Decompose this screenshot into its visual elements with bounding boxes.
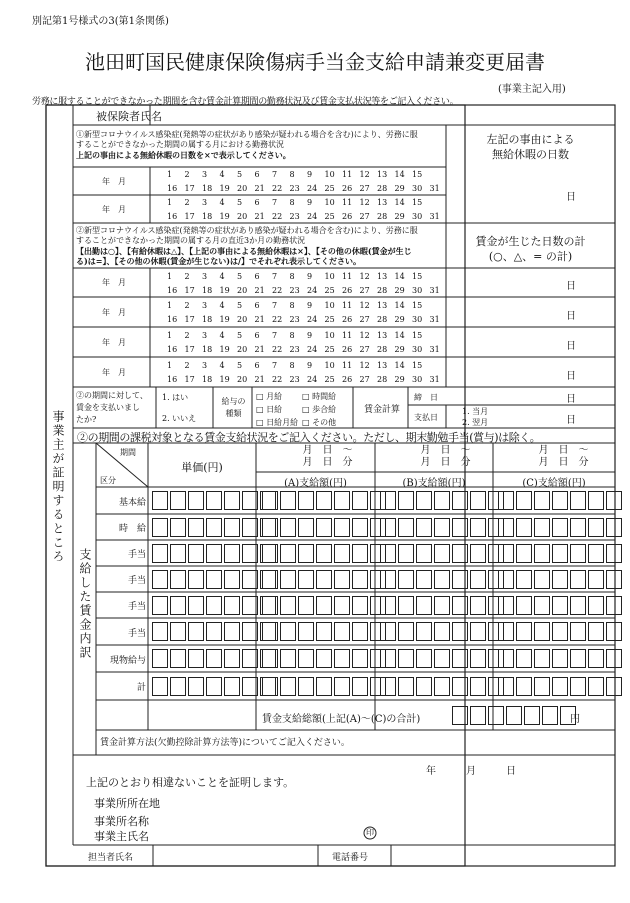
calendar-day[interactable]: 12	[359, 331, 370, 340]
calendar-day[interactable]: 11	[342, 301, 353, 310]
pay-day-label: 支払日	[414, 413, 438, 422]
amount-boxes[interactable]	[152, 544, 276, 563]
section1-text: ①新型コロナウイルス感染症(発熱等の症状があり感染が疑われる場合を含む)により、労務に服 することができなかった期間の属する月における勤務状況 上記の事由による無給休暇の日数を×で表示してください。	[76, 130, 418, 160]
calendar-day[interactable]: 29	[394, 375, 405, 384]
amount-boxes[interactable]	[380, 491, 504, 510]
calendar-day[interactable]: 1	[167, 272, 173, 281]
calendar-day[interactable]: 19	[219, 345, 230, 354]
wage-row-label: 計	[136, 683, 146, 693]
calendar-day[interactable]: 14	[394, 361, 405, 370]
calendar-day[interactable]: 3	[202, 301, 208, 310]
calendar-day[interactable]: 26	[342, 184, 353, 193]
calendar-day[interactable]: 16	[167, 375, 178, 384]
calendar-day[interactable]: 25	[324, 286, 335, 295]
calendar-day[interactable]: 4	[219, 198, 225, 207]
amount-boxes[interactable]	[262, 518, 386, 537]
calendar-day[interactable]: 24	[307, 286, 318, 295]
wage-row-label: 基本給	[118, 497, 146, 508]
calendar-day[interactable]: 1	[167, 361, 173, 370]
calendar-day[interactable]: 12	[359, 198, 370, 207]
calendar-day[interactable]: 4	[219, 331, 225, 340]
calendar-day[interactable]: 7	[272, 170, 278, 179]
calendar-day[interactable]: 13	[377, 198, 388, 207]
period-label: 期間	[120, 448, 136, 457]
calendar-day[interactable]: 24	[307, 345, 318, 354]
wage-breakdown-label: 支給した賃金内訳	[78, 548, 92, 660]
calendar-day[interactable]: 9	[307, 301, 313, 310]
calendar-day[interactable]: 20	[237, 315, 248, 324]
year-month-label: 年 月	[102, 338, 126, 347]
amount-boxes[interactable]	[498, 491, 622, 510]
calendar-day[interactable]: 13	[377, 272, 388, 281]
calendar-day[interactable]: 27	[359, 315, 370, 324]
calendar-day[interactable]: 19	[219, 315, 230, 324]
amount-boxes[interactable]	[262, 622, 386, 641]
calendar-day[interactable]: 14	[394, 301, 405, 310]
amount-boxes[interactable]	[152, 570, 276, 589]
calendar-day[interactable]: 23	[289, 375, 300, 384]
calendar-day[interactable]: 9	[307, 361, 313, 370]
calendar-day[interactable]: 6	[254, 331, 260, 340]
calendar-day[interactable]: 25	[324, 315, 335, 324]
section1-right-title: 左記の事由による 無給休暇の日数	[486, 133, 575, 161]
pay-type-label: 給与の 種類	[221, 397, 246, 418]
calendar-day[interactable]: 10	[324, 170, 335, 179]
cert-statement: 上記のとおり相違ないことを証明します。	[86, 776, 295, 789]
calendar-day[interactable]: 15	[412, 198, 423, 207]
calendar-day[interactable]: 17	[184, 212, 195, 221]
amount-boxes[interactable]	[380, 677, 504, 696]
calendar-day[interactable]: 26	[342, 286, 353, 295]
calendar-day[interactable]: 29	[394, 212, 405, 221]
calendar-day[interactable]: 23	[289, 315, 300, 324]
calendar-day[interactable]: 28	[377, 212, 388, 221]
calendar-day[interactable]: 20	[237, 286, 248, 295]
calendar-day[interactable]: 9	[307, 272, 313, 281]
amount-boxes[interactable]	[262, 677, 386, 696]
calendar-day[interactable]: 5	[237, 331, 243, 340]
calendar-day[interactable]: 11	[342, 361, 353, 370]
paid-question: ②の期間に対して、 賃金を支払いまし たか?	[76, 391, 148, 424]
total-yen: 円	[570, 714, 580, 725]
calendar-day[interactable]: 25	[324, 375, 335, 384]
calendar-day[interactable]: 9	[307, 198, 313, 207]
seal-mark: 印	[366, 828, 374, 837]
calendar-day[interactable]: 26	[342, 375, 353, 384]
form-reference: 別記第1号様式の3(第1条関係)	[32, 16, 169, 27]
amount-boxes[interactable]	[380, 649, 504, 668]
calendar-day[interactable]: 13	[377, 361, 388, 370]
calendar-day[interactable]: 14	[394, 272, 405, 281]
day-unit: 日	[566, 281, 576, 292]
calendar-day[interactable]: 24	[307, 184, 318, 193]
office-address-label: 事業所所在地	[94, 797, 160, 810]
amount-boxes[interactable]	[380, 570, 504, 589]
amount-boxes[interactable]	[262, 649, 386, 668]
calendar-day[interactable]: 7	[272, 301, 278, 310]
calendar-day[interactable]: 30	[412, 375, 423, 384]
calendar-day[interactable]: 30	[412, 315, 423, 324]
day-unit: 日	[566, 415, 576, 426]
calendar-day[interactable]: 18	[202, 212, 213, 221]
calendar-day[interactable]: 19	[219, 184, 230, 193]
calendar-day[interactable]: 30	[412, 345, 423, 354]
calendar-day[interactable]: 20	[237, 184, 248, 193]
calendar-day[interactable]: 23	[289, 212, 300, 221]
calendar-day[interactable]: 22	[272, 375, 283, 384]
calendar-day[interactable]: 2	[184, 361, 190, 370]
calendar-day[interactable]: 18	[202, 345, 213, 354]
calendar-day[interactable]: 17	[184, 184, 195, 193]
amount-boxes[interactable]	[498, 622, 622, 641]
calendar-day[interactable]: 7	[272, 361, 278, 370]
calendar-day[interactable]: 11	[342, 198, 353, 207]
calendar-day[interactable]: 17	[184, 375, 195, 384]
calendar-day[interactable]: 4	[219, 361, 225, 370]
calendar-day[interactable]: 22	[272, 286, 283, 295]
year-month-label: 年 月	[102, 205, 126, 214]
calendar-day[interactable]: 28	[377, 375, 388, 384]
calendar-day[interactable]: 24	[307, 212, 318, 221]
calendar-day[interactable]: 7	[272, 198, 278, 207]
calendar-day[interactable]: 2	[184, 331, 190, 340]
calendar-day[interactable]: 15	[412, 170, 423, 179]
pay-type-checkbox[interactable]: □ 月給	[256, 392, 283, 401]
unit-price-label: 単価(円)	[181, 461, 223, 474]
period-a: 月 日 ～ 月 日 分	[302, 445, 353, 468]
calendar-day[interactable]: 21	[254, 212, 265, 221]
calendar-day[interactable]: 28	[377, 315, 388, 324]
side-label: 事業主が証明するところ	[51, 410, 65, 564]
calendar-day[interactable]: 28	[377, 286, 388, 295]
cert-date[interactable]: 年 月 日	[426, 766, 516, 777]
amount-boxes[interactable]	[498, 677, 622, 696]
total-amount-boxes[interactable]	[452, 706, 576, 725]
calendar-day[interactable]: 5	[237, 361, 243, 370]
calendar-day[interactable]: 5	[237, 272, 243, 281]
wage-row-label: 時 給	[118, 524, 146, 534]
contact-name-label: 担当者氏名	[88, 853, 134, 863]
calendar-day[interactable]: 10	[324, 198, 335, 207]
form-title: 池田町国民健康保険傷病手当金支給申請兼変更届書	[85, 50, 545, 74]
calendar-day[interactable]: 1	[167, 198, 173, 207]
calendar-day[interactable]: 9	[307, 170, 313, 179]
calendar-day[interactable]: 26	[342, 315, 353, 324]
calendar-day[interactable]: 14	[394, 170, 405, 179]
calendar-day[interactable]: 2	[184, 301, 190, 310]
amount-boxes[interactable]	[498, 570, 622, 589]
calendar-day[interactable]: 8	[289, 272, 295, 281]
calendar-day[interactable]: 10	[324, 301, 335, 310]
calendar-day[interactable]: 2	[184, 272, 190, 281]
office-name-label: 事業所名称	[94, 815, 149, 828]
calendar-day[interactable]: 4	[219, 170, 225, 179]
calendar-day[interactable]: 1	[167, 170, 173, 179]
calendar-day[interactable]: 31	[429, 184, 440, 193]
section2-right-title: 賃金が生じた日数の計 (○、△、= の計)	[475, 235, 586, 263]
calendar-day[interactable]: 26	[342, 212, 353, 221]
instruction-text: 労務に服することができなかった期間を含む賃金計算期間の勤務状況及び賃金支払状況等をご記入ください。	[32, 97, 459, 107]
calendar-day[interactable]: 2	[184, 170, 190, 179]
calendar-day[interactable]: 10	[324, 361, 335, 370]
year-month-label: 年 月	[102, 177, 126, 186]
calendar-day[interactable]: 15	[412, 331, 423, 340]
calendar-day[interactable]: 13	[377, 170, 388, 179]
calendar-day[interactable]: 6	[254, 272, 260, 281]
calendar-day[interactable]: 20	[237, 375, 248, 384]
calendar-day[interactable]: 27	[359, 184, 370, 193]
pay-next-month-option[interactable]: 2. 翌月	[462, 418, 489, 427]
calendar-day[interactable]: 19	[219, 375, 230, 384]
pay-type-checkbox[interactable]: □ 時間給	[302, 392, 337, 401]
calendar-day[interactable]: 6	[254, 361, 260, 370]
day-unit: 日	[566, 371, 576, 382]
calendar-day[interactable]: 10	[324, 272, 335, 281]
amount-boxes[interactable]	[152, 596, 276, 615]
calc-method-label: 賃金計算方法(欠勤控除計算方法等)についてご記入ください。	[100, 738, 350, 748]
calendar-day[interactable]: 19	[219, 286, 230, 295]
calendar-day[interactable]: 30	[412, 286, 423, 295]
amount-boxes[interactable]	[498, 596, 622, 615]
calendar-day[interactable]: 23	[289, 286, 300, 295]
calendar-day[interactable]: 18	[202, 286, 213, 295]
day-unit: 日	[566, 394, 576, 405]
col-a-label: (A)支給額(円)	[284, 478, 347, 489]
calendar-day[interactable]: 31	[429, 212, 440, 221]
insured-name-field[interactable]	[151, 107, 613, 123]
amount-boxes[interactable]	[262, 491, 386, 510]
calendar-day[interactable]: 12	[359, 301, 370, 310]
year-month-label: 年 月	[102, 308, 126, 317]
calendar-day[interactable]: 22	[272, 345, 283, 354]
calendar-day[interactable]: 17	[184, 315, 195, 324]
amount-boxes[interactable]	[152, 518, 276, 537]
calendar-day[interactable]: 21	[254, 286, 265, 295]
calendar-day[interactable]: 3	[202, 272, 208, 281]
calendar-day[interactable]: 8	[289, 331, 295, 340]
calendar-day[interactable]: 6	[254, 170, 260, 179]
pay-type-options	[256, 390, 336, 429]
calendar-day[interactable]: 31	[429, 345, 440, 354]
calendar-day[interactable]: 22	[272, 212, 283, 221]
category-label: 区分	[100, 476, 116, 485]
calendar-day[interactable]: 17	[184, 286, 195, 295]
calendar-day[interactable]: 4	[219, 301, 225, 310]
amount-boxes[interactable]	[152, 491, 276, 510]
calendar-day[interactable]: 27	[359, 375, 370, 384]
calendar-day[interactable]: 31	[429, 375, 440, 384]
calendar-day[interactable]: 29	[394, 345, 405, 354]
calendar-day[interactable]: 22	[272, 315, 283, 324]
calendar-day[interactable]: 27	[359, 286, 370, 295]
calendar-day[interactable]: 26	[342, 345, 353, 354]
calendar-day[interactable]: 9	[307, 331, 313, 340]
calendar-day[interactable]: 14	[394, 198, 405, 207]
wage-header: ②の期間の課税対象となる賃金支給状況をご記入ください。ただし、期末勤勉手当(賞与)は除く。	[77, 431, 541, 444]
calendar-day[interactable]: 16	[167, 184, 178, 193]
calendar-day[interactable]: 8	[289, 361, 295, 370]
calendar-day[interactable]: 30	[412, 184, 423, 193]
calendar-day[interactable]: 23	[289, 345, 300, 354]
employer-note: (事業主記入用)	[498, 84, 566, 95]
pay-current-month-option[interactable]: 1. 当月	[462, 407, 489, 416]
calendar-day[interactable]: 5	[237, 198, 243, 207]
calendar-day[interactable]: 8	[289, 301, 295, 310]
calendar-day[interactable]: 18	[202, 184, 213, 193]
calendar-day[interactable]: 20	[237, 212, 248, 221]
insured-name-label: 被保険者氏名	[96, 110, 162, 123]
wage-row-label: 手当	[127, 550, 146, 560]
pay-type-checkbox[interactable]: □ 歩合給	[302, 405, 337, 414]
calendar-day[interactable]: 21	[254, 315, 265, 324]
calendar-day[interactable]: 15	[412, 272, 423, 281]
calendar-day[interactable]: 1	[167, 331, 173, 340]
calendar-day[interactable]: 31	[429, 315, 440, 324]
calendar-day[interactable]: 11	[342, 331, 353, 340]
calendar-day[interactable]: 27	[359, 345, 370, 354]
day-unit: 日	[566, 341, 576, 352]
amount-boxes[interactable]	[380, 544, 504, 563]
wage-row-label: 現物給与	[109, 655, 146, 666]
amount-boxes[interactable]	[498, 544, 622, 563]
calendar-day[interactable]: 12	[359, 272, 370, 281]
calendar-day[interactable]: 10	[324, 331, 335, 340]
calendar-day[interactable]: 16	[167, 315, 178, 324]
amount-boxes[interactable]	[498, 518, 622, 537]
calendar-day[interactable]: 7	[272, 272, 278, 281]
calendar-day[interactable]: 11	[342, 272, 353, 281]
day-unit: 日	[566, 192, 576, 203]
calendar-day[interactable]: 21	[254, 184, 265, 193]
amount-boxes[interactable]	[380, 622, 504, 641]
calendar-day[interactable]: 13	[377, 301, 388, 310]
calendar-day[interactable]: 25	[324, 212, 335, 221]
calendar-day[interactable]: 17	[184, 345, 195, 354]
calendar-day[interactable]: 11	[342, 170, 353, 179]
calendar-day[interactable]: 22	[272, 184, 283, 193]
wage-row-label: 手当	[127, 576, 146, 586]
wage-row-label: 手当	[127, 628, 146, 639]
amount-boxes[interactable]	[152, 649, 276, 668]
calendar-day[interactable]: 23	[289, 184, 300, 193]
calendar-day[interactable]: 31	[429, 286, 440, 295]
calendar-day[interactable]: 21	[254, 345, 265, 354]
calendar-day[interactable]: 27	[359, 212, 370, 221]
calendar-day[interactable]: 14	[394, 331, 405, 340]
calendar-day[interactable]: 15	[412, 361, 423, 370]
amount-boxes[interactable]	[380, 518, 504, 537]
calendar-day[interactable]: 30	[412, 212, 423, 221]
amount-boxes[interactable]	[262, 544, 386, 563]
calendar-day[interactable]: 12	[359, 170, 370, 179]
owner-name-label: 事業主氏名	[94, 830, 149, 843]
wage-calc-label: 賃金計算	[363, 405, 400, 415]
calendar-day[interactable]: 16	[167, 212, 178, 221]
calendar-day[interactable]: 12	[359, 361, 370, 370]
pay-day-options	[462, 406, 488, 428]
year-month-label: 年 月	[102, 368, 126, 377]
cutoff-label: 締 日	[414, 393, 438, 402]
calendar-day[interactable]: 16	[167, 286, 178, 295]
amount-boxes[interactable]	[380, 596, 504, 615]
section2-text: ②新型コロナウイルス感染症(発熱等の症状があり感染が疑われる場合を含む)により、労務に服 することができなかった期間の属する月の直近3か月の勤務状況 【出勤は○】、【有給休暇は△】、【上記の事由による無給休暇は×】、【その他の休暇(賃金が生じ る)は=】、【その他の休暇(賃金が生じない)は/】でそれぞれ表示してください。	[76, 226, 418, 266]
calendar-day[interactable]: 29	[394, 184, 405, 193]
amount-boxes[interactable]	[498, 649, 622, 668]
calendar-day[interactable]: 19	[219, 212, 230, 221]
total-label: 賃金支給総額(上記(A)～(C)の合計)	[262, 714, 421, 725]
calendar-day[interactable]: 29	[394, 286, 405, 295]
calendar-day[interactable]: 24	[307, 375, 318, 384]
calendar-day[interactable]: 3	[202, 170, 208, 179]
pay-type-checkbox[interactable]: □ 日給	[256, 405, 283, 414]
calendar-day[interactable]: 3	[202, 331, 208, 340]
calendar-day[interactable]: 1	[167, 301, 173, 310]
calendar-day[interactable]: 25	[324, 345, 335, 354]
amount-boxes[interactable]	[152, 622, 276, 641]
calendar-day[interactable]: 15	[412, 301, 423, 310]
calendar-day[interactable]: 28	[377, 345, 388, 354]
period-c: 月 日 ～ 月 日 分	[538, 445, 589, 468]
calendar-day[interactable]: 3	[202, 361, 208, 370]
calendar-day[interactable]: 6	[254, 198, 260, 207]
calendar-day[interactable]: 4	[219, 272, 225, 281]
calendar-day[interactable]: 6	[254, 301, 260, 310]
paid-no-option[interactable]: 2. いいえ	[162, 414, 197, 423]
calendar-day[interactable]: 21	[254, 375, 265, 384]
col-c-label: (C)支給額(円)	[522, 478, 586, 489]
calendar-day[interactable]: 24	[307, 315, 318, 324]
calendar-day[interactable]: 8	[289, 198, 295, 207]
calendar-day[interactable]: 29	[394, 315, 405, 324]
calendar-day[interactable]: 18	[202, 375, 213, 384]
calendar-day[interactable]: 5	[237, 301, 243, 310]
calendar-day[interactable]: 5	[237, 170, 243, 179]
calendar-day[interactable]: 13	[377, 331, 388, 340]
amount-boxes[interactable]	[152, 677, 276, 696]
calendar-day[interactable]: 16	[167, 345, 178, 354]
calendar-day[interactable]: 28	[377, 184, 388, 193]
calendar-day[interactable]: 20	[237, 345, 248, 354]
pay-type-checkbox[interactable]: □ 日給月給	[256, 418, 299, 427]
calendar-day[interactable]: 7	[272, 331, 278, 340]
paid-yes-option[interactable]: 1. はい	[162, 393, 189, 402]
period-b: 月 日 ～ 月 日 分	[420, 445, 471, 468]
calendar-day[interactable]: 3	[202, 198, 208, 207]
phone-label: 電話番号	[332, 853, 369, 863]
wage-row-label: 手当	[127, 602, 146, 612]
day-unit: 日	[566, 311, 576, 322]
calendar-day[interactable]: 25	[324, 184, 335, 193]
pay-type-checkbox[interactable]: □ その他	[302, 418, 337, 427]
col-b-label: (B)支給額(円)	[402, 478, 466, 489]
amount-boxes[interactable]	[262, 596, 386, 615]
year-month-label: 年 月	[102, 278, 126, 287]
amount-boxes[interactable]	[262, 570, 386, 589]
calendar-day[interactable]: 8	[289, 170, 295, 179]
calendar-day[interactable]: 18	[202, 315, 213, 324]
calendar-day[interactable]: 2	[184, 198, 190, 207]
